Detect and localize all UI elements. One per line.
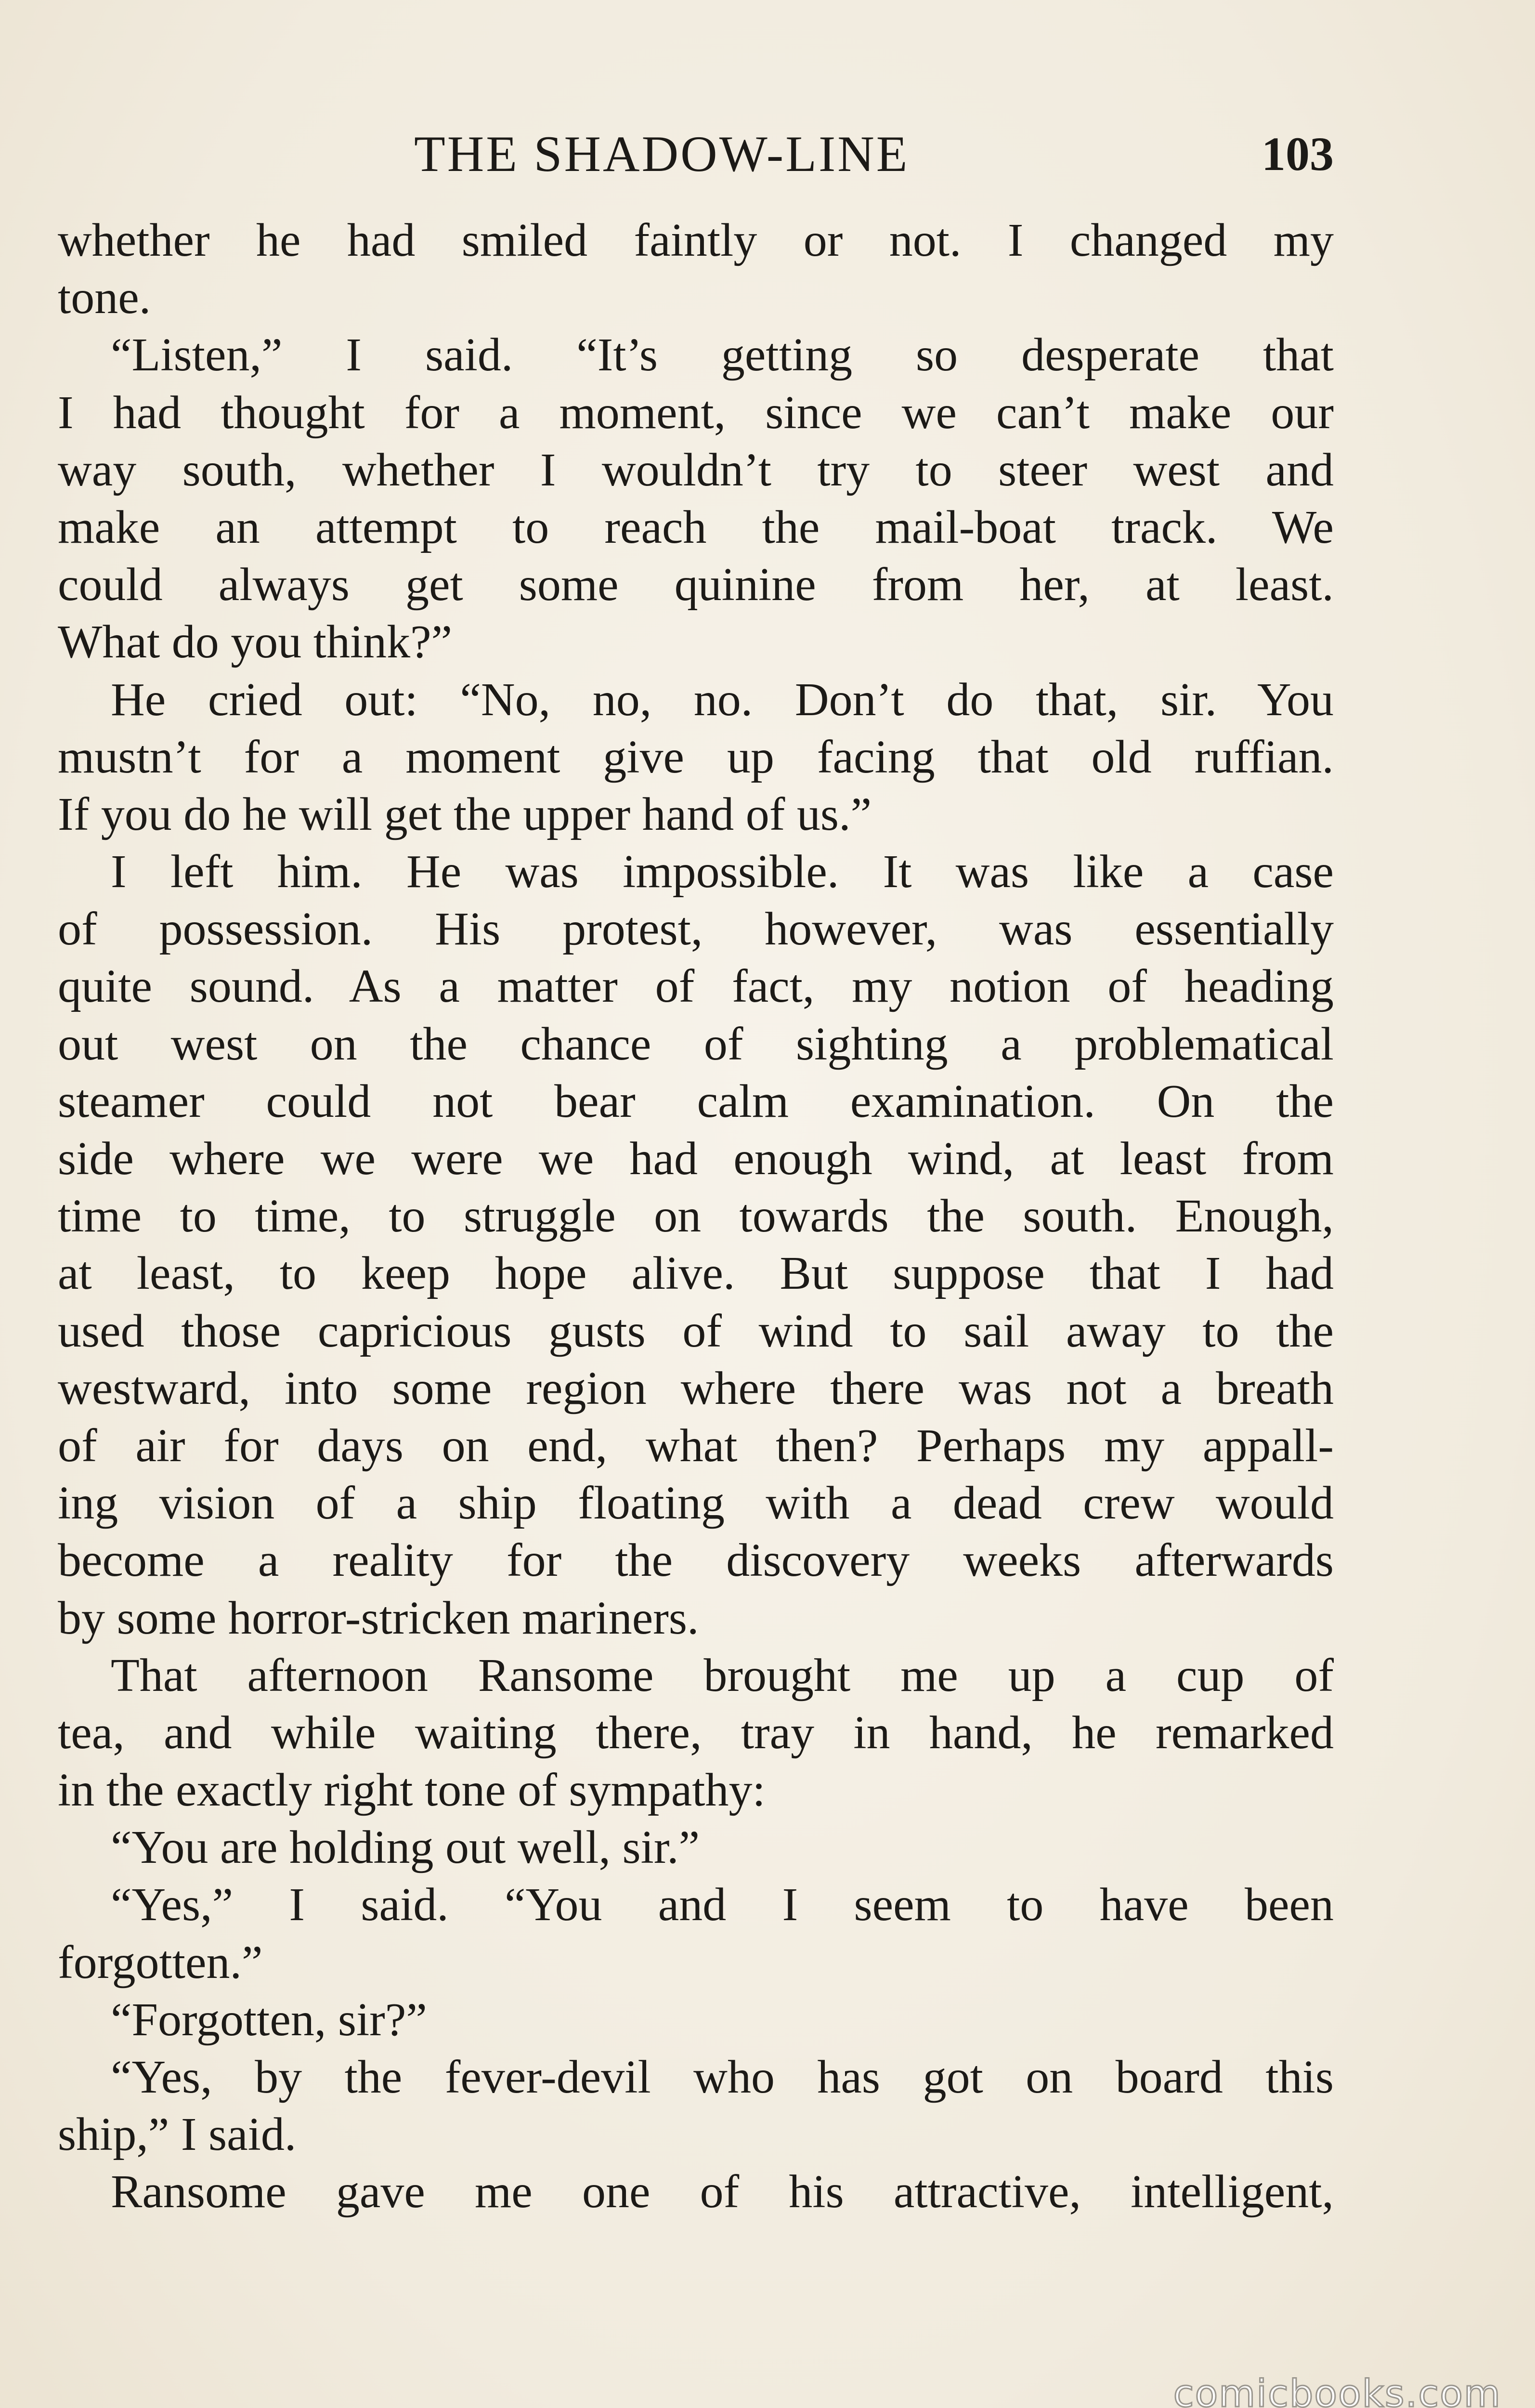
text-line: I left him. He was impossible. It was like a case [111,846,1334,898]
running-head [58,120,1334,188]
text-line: time to time, to struggle on towards the south. Enough, [58,1190,1334,1243]
text-line: I had thought for a moment, since we can’t make our [58,386,1334,439]
text-line: forgotten.” [58,1936,263,1989]
text-line: become a reality for the discovery weeks afterwards [58,1534,1334,1587]
watermark: comicbooks.com [1173,2372,1501,2408]
text-line: way south, whether I wouldn’t try to steer west and [58,444,1334,496]
text-line: could always get some quinine from her, at least. [58,559,1334,611]
text-line: He cried out: “No, no, no. Don’t do that, sir. You [111,673,1334,726]
text-line: tone. [58,272,151,324]
text-line: If you do he will get the upper hand of us.” [58,788,872,840]
text-line: whether he had smiled faintly or not. I changed my [58,214,1334,266]
running-title: THE SHADOW-LINE [414,126,910,182]
text-line: westward, into some region where there was not a breath [58,1362,1334,1414]
text-line: in the exactly right tone of sympathy: [58,1764,766,1817]
text-line: “Yes,” I said. “You and I seem to have been [111,1879,1334,1931]
text-line: make an attempt to reach the mail-boat track. We [58,501,1334,553]
text-line: at least, to keep hope alive. But suppose that I had [58,1247,1334,1300]
text-line: side where we were we had enough wind, at least from [58,1133,1334,1185]
text-line: by some horror-stricken mariners. [58,1592,699,1644]
text-line: “You are holding out well, sir.” [111,1821,700,1874]
text-line: What do you think?” [58,616,453,668]
text-line: steamer could not bear calm examination. On the [58,1075,1334,1127]
text-line: That afternoon Ransome brought me up a cup of [111,1649,1334,1701]
text-line: used those capricious gusts of wind to sail away to the [58,1305,1334,1357]
text-line: of air for days on end, what then? Perhaps my appall- [58,1419,1334,1472]
text-line: mustn’t for a moment give up facing that old ruffian. [58,731,1334,783]
text-line: quite sound. As a matter of fact, my notion of heading [58,960,1334,1013]
text-line: “Listen,” I said. “It’s getting so desperate that [111,329,1334,381]
text-line: Ransome gave me one of his attractive, intelligent, [111,2166,1334,2218]
page-number: 103 [1262,127,1334,181]
text-line: ship,” I said. [58,2108,297,2161]
text-line: of possession. His protest, however, was essentially [58,903,1334,955]
text-line: out west on the chance of sighting a problematical [58,1018,1334,1070]
text-line: ing vision of a ship floating with a dead crew would [58,1477,1334,1530]
text-line: tea, and while waiting there, tray in hand, he remarked [58,1706,1334,1759]
text-line: “Forgotten, sir?” [111,1993,427,2046]
body-text [58,212,1334,2221]
text-line: “Yes, by the fever-devil who has got on board this [111,2051,1334,2103]
